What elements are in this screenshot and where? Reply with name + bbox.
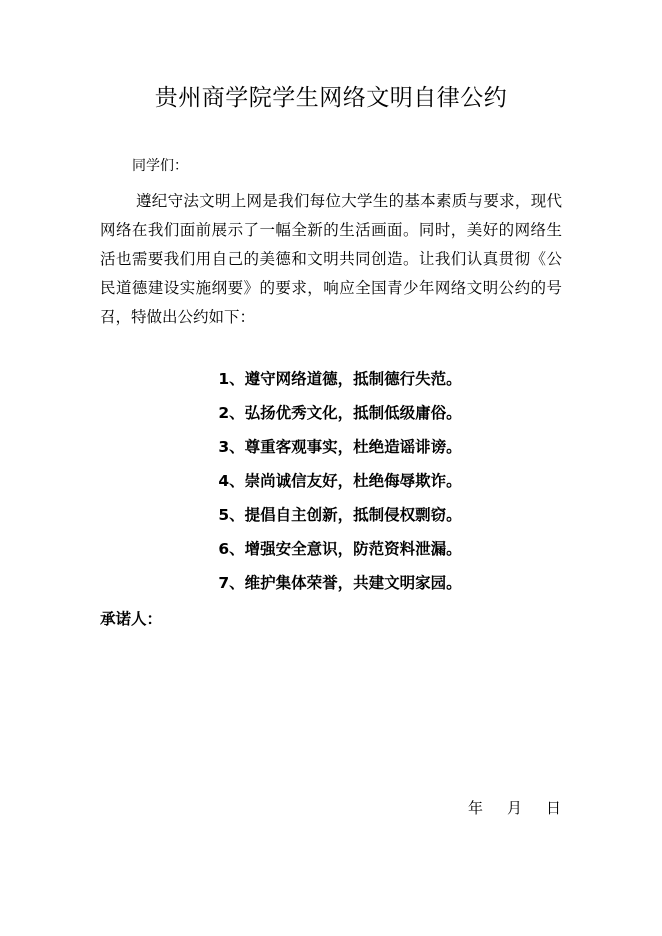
document-title: 贵州商学院学生网络文明自律公约: [154, 85, 508, 111]
body-paragraph: 遵纪守法文明上网是我们每位大学生的基本素质与要求，现代网络在我们面前展示了一幅全新的生活画面。同时，美好的网络生活也需要我们用自己的美德和文明共同创造。让我们认真贯彻《公民道德建设实施纲要》的要求，响应全国青少年网络文明公约的号召，特做出公约如下：: [100, 192, 562, 326]
pledge-item-1: 1、遵守网络道德，抵制德行失范。: [218, 370, 462, 388]
pledge-item-5: 5、提倡自主创新，抵制侵权剽窃。: [218, 506, 462, 524]
pledge-item-4: 4、崇尚诚信友好，杜绝侮辱欺诈。: [218, 472, 462, 490]
signer-label: 承诺人：: [100, 610, 163, 628]
pledge-item-7: 7、维护集体荣誉，共建文明家园。: [218, 574, 462, 592]
date-day: 日: [546, 799, 562, 817]
pledge-item-2: 2、弘扬优秀文化，抵制低级庸俗。: [218, 404, 462, 422]
date-year: 年: [468, 799, 484, 817]
date-month: 月: [507, 799, 523, 817]
salutation: 同学们：: [132, 158, 188, 174]
pledge-item-3: 3、尊重客观事实，杜绝造谣诽谤。: [218, 438, 462, 456]
pledge-item-6: 6、增强安全意识，防范资料泄漏。: [218, 540, 462, 558]
pledge-list: [120, 362, 560, 600]
